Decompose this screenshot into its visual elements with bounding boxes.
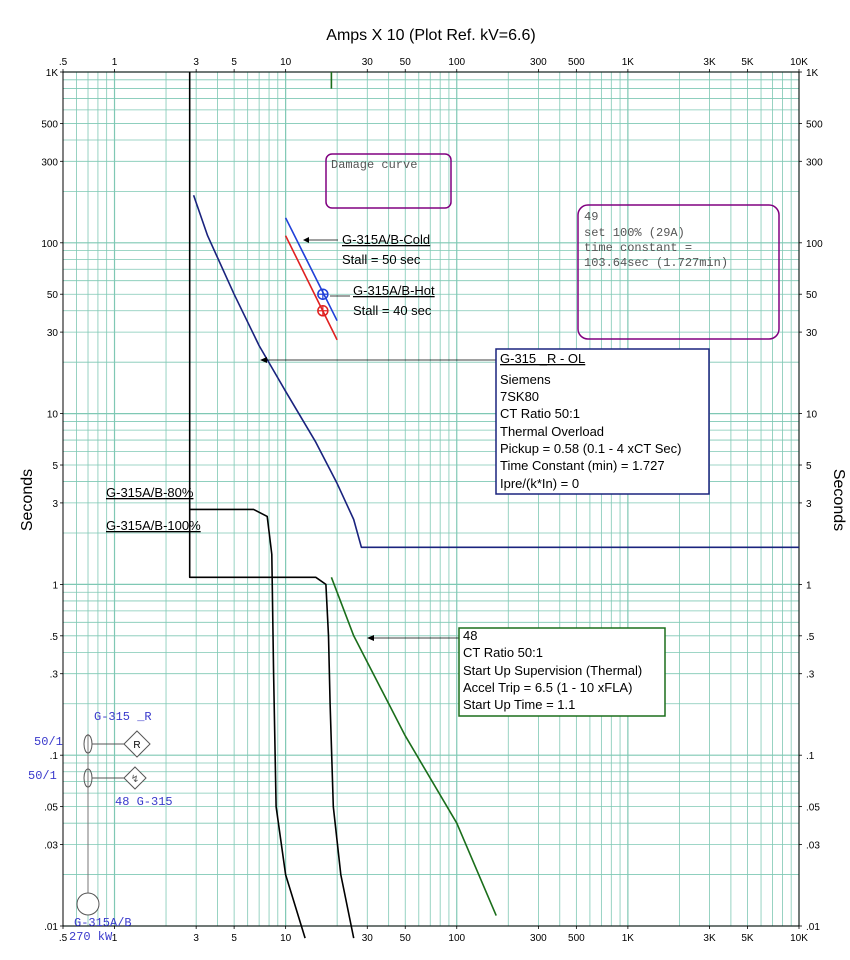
y-tick-label-right: .3 (806, 669, 815, 681)
y-tick-label-right: 300 (806, 157, 823, 169)
cold-curve-stall: Stall = 50 sec (342, 252, 421, 267)
x-tick-label-bottom: 5 (231, 933, 237, 944)
ol-box-line-3: CT Ratio 50:1 (500, 406, 580, 421)
hot-curve-stall: Stall = 40 sec (353, 303, 432, 318)
x-tick-label-bottom: 500 (568, 933, 585, 944)
ol-box-title: G-315 _R - OL (500, 351, 586, 366)
x-tick-label-bottom: 3 (193, 933, 199, 944)
x-tick-label-top: 500 (568, 57, 585, 68)
y-tick-label-left: .01 (44, 922, 58, 933)
y-tick-label-right: 1 (806, 580, 812, 592)
start-box-line-4: Accel Trip = 6.5 (1 - 10 xFLA) (463, 680, 633, 695)
y-axis-title-left: Seconds (19, 468, 36, 532)
x-tick-label-bottom: 1K (621, 933, 634, 944)
x-tick-label-top: 1 (111, 57, 118, 68)
y-tick-label-right: 500 (806, 119, 823, 131)
x-tick-label-bottom: 30 (361, 933, 373, 944)
x-tick-label-top: .5 (58, 57, 68, 68)
x-tick-label-bottom: .5 (58, 933, 68, 944)
x-tick-label-bottom: 50 (399, 933, 411, 944)
y-tick-label-left: .1 (49, 751, 58, 763)
y-tick-label-left: .5 (49, 631, 58, 643)
x-tick-label-top: 50 (399, 57, 411, 68)
x-axis-title-top: Amps X 10 (Plot Ref. kV=6.6) (326, 27, 536, 44)
y-tick-label-right: .1 (806, 751, 815, 763)
y-tick-label-left: .3 (49, 669, 58, 681)
y-tick-label-left: 100 (41, 238, 58, 250)
y-tick-label-left: 50 (46, 290, 58, 302)
relay-r-symbol: R (133, 740, 141, 751)
cold-curve-title: G-315A/B-Cold (342, 232, 431, 247)
ct-ratio-label-1: 50/1 (34, 735, 63, 749)
damage-curve-label: Damage curve (331, 158, 418, 172)
x-tick-label-top: 5 (231, 57, 237, 68)
x-tick-label-top: 10K (790, 57, 808, 68)
x-tick-label-bottom: 10K (790, 933, 808, 944)
x-tick-label-top: 3 (193, 57, 199, 68)
x-tick-label-top: 5K (741, 57, 754, 68)
ol-box-line-6: Time Constant (min) = 1.727 (500, 458, 665, 473)
setting-49-line-4: 103.64sec (1.727min) (584, 256, 729, 270)
relay-name-label: G-315 _R (94, 710, 152, 724)
y-tick-label-right: .05 (806, 802, 820, 814)
x-tick-label-bottom: 1 (111, 933, 118, 944)
relay-48-icon: ↯ (130, 774, 140, 785)
relay-48-label: 48 G-315 (115, 795, 173, 809)
setting-49-line-2: set 100% (29A) (584, 226, 685, 240)
y-tick-label-left: 500 (41, 119, 58, 131)
y-tick-label-right: .01 (806, 922, 820, 933)
y-tick-label-right: .5 (806, 631, 815, 643)
y-tick-label-right: 30 (806, 328, 818, 340)
motor-symbol (77, 893, 99, 915)
start-box-line-5: Start Up Time = 1.1 (463, 697, 576, 712)
x-tick-label-bottom: 3K (703, 933, 716, 944)
ol-box-line-4: Thermal Overload (500, 424, 605, 439)
ol-box-line-5: Pickup = 0.58 (0.1 - 4 xCT Sec) (500, 441, 682, 456)
y-tick-label-left: 300 (41, 157, 58, 169)
y-tick-label-left: 10 (46, 409, 58, 421)
y-tick-label-right: 100 (806, 238, 823, 250)
setting-49-line-1: 49 (584, 210, 599, 224)
x-tick-label-top: 30 (361, 57, 373, 68)
y-tick-label-left: 5 (52, 461, 58, 473)
y-tick-label-right: .03 (806, 840, 820, 852)
start-box-line-1: 48 (463, 628, 478, 643)
x-tick-label-bottom: 100 (448, 933, 466, 944)
motor-80-label: G-315A/B-80% (106, 485, 194, 500)
x-tick-label-top: 300 (530, 57, 547, 68)
ct-ratio-label-2: 50/1 (28, 769, 57, 783)
y-tick-label-left: 1 (52, 580, 58, 592)
y-tick-label-right: 3 (806, 498, 812, 510)
ol-box-line-1: Siemens (500, 372, 551, 387)
y-tick-label-left: .05 (44, 802, 58, 814)
ol-box-line-2: 7SK80 (500, 389, 540, 404)
y-tick-label-right: 10 (806, 409, 818, 421)
x-tick-label-top: 1K (621, 57, 634, 68)
hot-curve-title: G-315A/B-Hot (353, 283, 435, 298)
motor-100-label: G-315A/B-100% (106, 518, 201, 533)
y-tick-label-left: 30 (46, 328, 58, 340)
x-tick-label-top: 3K (703, 57, 716, 68)
x-tick-label-bottom: 300 (530, 933, 547, 944)
x-tick-label-bottom: 5K (741, 933, 754, 944)
y-tick-label-right: 1K (806, 68, 819, 79)
y-tick-label-left: 3 (52, 498, 58, 510)
y-tick-label-left: .03 (44, 840, 58, 852)
ol-box-line-7: Ipre/(k*In) = 0 (500, 476, 580, 491)
y-axis-title-right: Seconds (830, 468, 847, 532)
y-tick-label-right: 5 (806, 461, 812, 473)
x-tick-label-top: 100 (448, 57, 466, 68)
y-tick-label-left: 1K (45, 68, 58, 79)
y-tick-label-right: 50 (806, 290, 818, 302)
x-tick-label-top: 10 (280, 57, 292, 68)
motor-rating-label: 270 kW (69, 930, 113, 944)
start-box-line-3: Start Up Supervision (Thermal) (463, 663, 643, 678)
start-box-line-2: CT Ratio 50:1 (463, 645, 543, 660)
setting-49-line-3: time constant = (584, 241, 693, 255)
motor-name-label: G-315A/B (74, 916, 132, 930)
x-tick-label-bottom: 10 (280, 933, 292, 944)
